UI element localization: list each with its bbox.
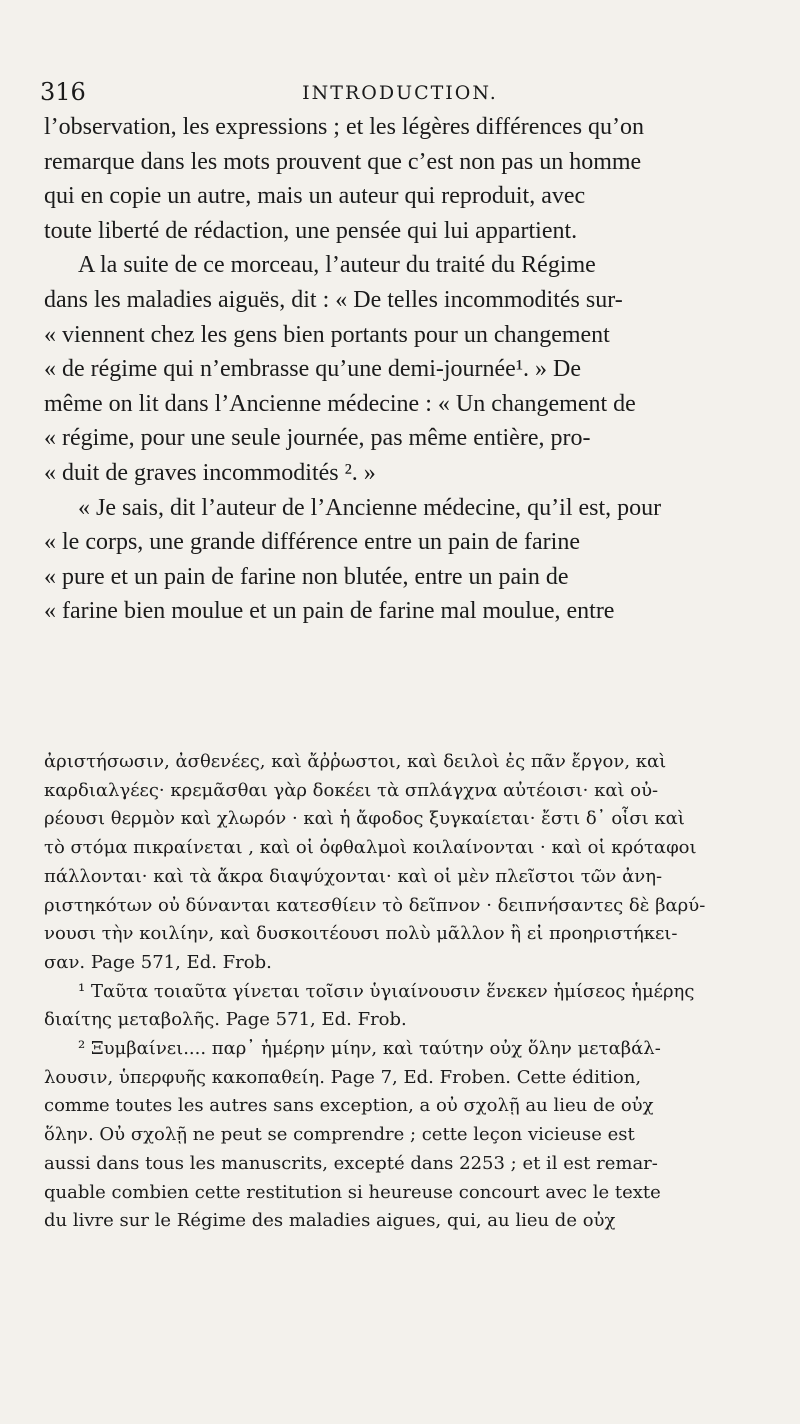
footnote-line: ριστηκότων οὐ δύνανται κατεσθίειν τὸ δεῖπνον · δειπνήσαντες δὲ βαρύ- xyxy=(44,894,706,916)
text-line: même on lit dans l’Ancienne médecine : « Un changement de xyxy=(44,390,636,417)
text-line: l’observation, les expressions ; et les légères différences qu’on xyxy=(44,114,645,140)
footnote-line: διαίτης μεταβολῆς. Page 571, Ed. Frob. xyxy=(44,1009,407,1031)
text-line: « Je sais, dit l’auteur de l’Ancienne médecine, qu’il est, pour xyxy=(78,494,662,521)
paragraph-3 xyxy=(44,491,764,629)
text-line: toute liberté de rédaction, une pensée qui lui appartient. xyxy=(44,217,578,244)
text-line: A la suite de ce morceau, l’auteur du traité du Régime xyxy=(78,252,596,279)
main-text xyxy=(44,110,764,629)
footnote-line: σαν. Page 571, Ed. Frob. xyxy=(44,951,272,973)
footnote-line: ² Ξυμβαίνει.... παρ᾽ ἡμέρην μίην, καὶ ταύτην οὐχ ὅλην μεταβάλ- xyxy=(78,1038,661,1060)
text-line: qui en copie un autre, mais un auteur qui reproduit, avec xyxy=(44,183,586,210)
paragraph-2 xyxy=(44,248,764,490)
page-number: 316 xyxy=(40,78,86,106)
footnote-line: πάλλονται· καὶ τὰ ἄκρα διαψύχονται· καὶ οἱ μὲν πλεῖστοι τῶν ἀνη- xyxy=(44,865,663,887)
footnote-line: ἀριστήσωσιν, ἀσθενέες, καὶ ἄῤῥωστοι, καὶ δειλοὶ ἐς πᾶν ἔργον, καὶ xyxy=(44,751,667,772)
text-line: remarque dans les mots prouvent que c’est non pas un homme xyxy=(44,148,642,175)
footnote-line: νουσι τὴν κοιλίην, καὶ δυσκοιτέουσι πολὺ μᾶλλον ἢ εἰ προηριστήκει- xyxy=(44,923,678,945)
text-line: « de régime qui n’embrasse qu’une demi-journée¹. » De xyxy=(44,356,582,383)
footnote-line: quable combien cette restitution si heureuse concourt avec le texte xyxy=(44,1181,661,1203)
text-line: « viennent chez les gens bien portants pour un changement xyxy=(44,321,610,348)
footnote-line: τὸ στόμα πικραίνεται , καὶ οἱ ὀφθαλμοὶ κοιλαίνονται · καὶ οἱ κρόταφοι xyxy=(44,837,697,859)
footnote-line: du livre sur le Régime des maladies aigues, qui, au lieu de οὐχ xyxy=(44,1210,616,1232)
footnote-line: aussi dans tous les manuscrits, excepté dans 2253 ; et il est remar- xyxy=(44,1152,658,1174)
text-line: « régime, pour une seule journée, pas même entière, pro- xyxy=(44,425,591,452)
footnote-line: ρέουσι θερμὸν καὶ χλωρόν · καὶ ἡ ἄφοδος ξυγκαίεται· ἔστι δ᾽ οἷσι καὶ xyxy=(44,808,685,830)
footnote-line: λουσιν, ὑπερφυῆς κακοπαθείη. Page 7, Ed. Froben. Cette édition, xyxy=(44,1066,642,1088)
text-line: dans les maladies aiguës, dit : « De telles incommodités sur- xyxy=(44,286,623,313)
footnote-line: ὅλην. Οὐ σχολῇ ne peut se comprendre ; cette leçon vicieuse est xyxy=(44,1124,635,1146)
text-line: « pure et un pain de farine non blutée, entre un pain de xyxy=(44,563,569,590)
text-line: « duit de graves incommodités ². » xyxy=(44,459,376,486)
footnote-line: καρδιαλγέες· κρεμᾶσθαι γὰρ δοκέει τὰ σπλάγχνα αὐτέοισι· καὶ οὐ- xyxy=(44,779,659,801)
footnote-line: ¹ Ταῦτα τοιαῦτα γίνεται τοῖσιν ὑγιαίνουσιν ἕνεκεν ἡμίσεος ἡμέρης xyxy=(78,980,695,1002)
footnotes xyxy=(44,748,764,1236)
running-head: INTRODUCTION. xyxy=(302,82,498,104)
paragraph-1 xyxy=(44,110,764,248)
page-header xyxy=(40,78,760,108)
text-line: « farine bien moulue et un pain de farine mal moulue, entre xyxy=(44,598,615,625)
footnote-line: comme toutes les autres sans exception, a οὐ σχολῇ au lieu de οὐχ xyxy=(44,1095,654,1117)
text-line: « le corps, une grande différence entre un pain de farine xyxy=(44,529,580,556)
